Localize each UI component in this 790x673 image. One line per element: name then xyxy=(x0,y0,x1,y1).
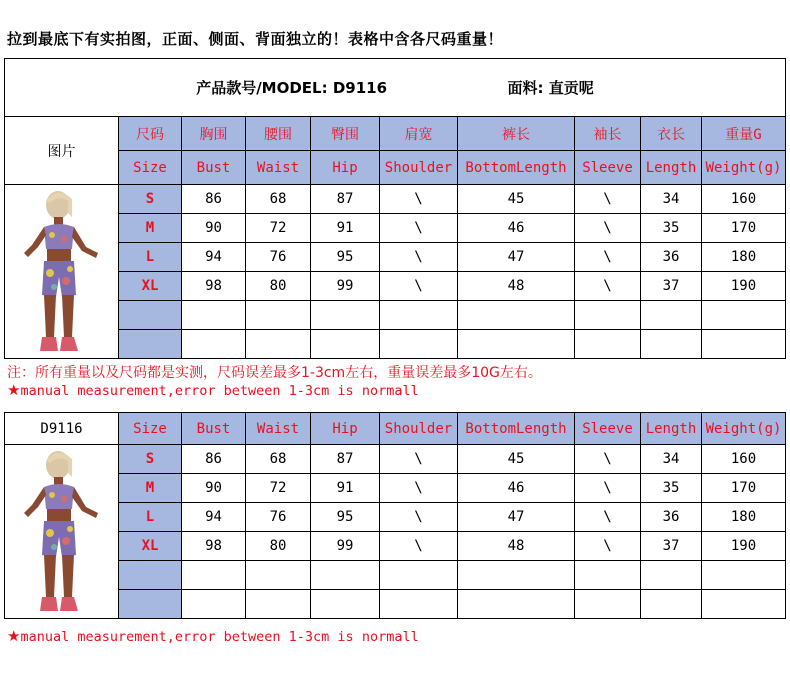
hip-cell: 91 xyxy=(311,214,380,243)
size-chart-table-1 xyxy=(4,58,786,359)
waist-cell: 72 xyxy=(246,214,311,243)
shoulder-cell: \ xyxy=(380,185,458,214)
bust-cell: 98 xyxy=(182,272,246,301)
sleeve-cell: \ xyxy=(575,243,641,272)
bust-cell: 94 xyxy=(182,243,246,272)
header-zh-length: 衣长 xyxy=(641,117,702,151)
header-en-weight: Weight(g) xyxy=(702,151,786,185)
measurement-note-zh: 注：所有重量以及尺码都是实测，尺码误差最多1-3cm左右，重量误差最多10G左右。 xyxy=(7,365,542,381)
product-photo xyxy=(5,445,119,619)
header-en-bottom: BottomLength xyxy=(458,413,575,445)
length-cell: 35 xyxy=(641,214,702,243)
sleeve-cell: \ xyxy=(575,503,641,532)
waist-cell: 68 xyxy=(246,185,311,214)
header-en-length: Length xyxy=(641,413,702,445)
weight-cell: 170 xyxy=(702,474,786,503)
table-row xyxy=(5,272,786,301)
model-figure-image xyxy=(14,187,110,357)
measurement-note-en xyxy=(7,381,419,399)
shoulder-cell: \ xyxy=(380,214,458,243)
header-row-zh xyxy=(5,117,786,151)
bottom-length-cell: 47 xyxy=(458,503,575,532)
weight-cell: 180 xyxy=(702,503,786,532)
length-cell: 34 xyxy=(641,185,702,214)
bust-cell: 90 xyxy=(182,474,246,503)
star-icon: ★ xyxy=(7,381,21,399)
weight-cell: 160 xyxy=(702,445,786,474)
waist-cell: 76 xyxy=(246,243,311,272)
table-row xyxy=(5,474,786,503)
header-zh-size: 尺码 xyxy=(119,117,182,151)
header-en-shoulder: Shoulder xyxy=(380,413,458,445)
length-cell: 37 xyxy=(641,272,702,301)
empty-row xyxy=(5,330,786,359)
bust-cell: 86 xyxy=(182,185,246,214)
bust-cell: 86 xyxy=(182,445,246,474)
table-row xyxy=(5,243,786,272)
shoulder-cell: \ xyxy=(380,503,458,532)
header-en-length: Length xyxy=(641,151,702,185)
bottom-length-cell: 46 xyxy=(458,474,575,503)
hip-cell: 87 xyxy=(311,445,380,474)
weight-cell: 170 xyxy=(702,214,786,243)
header-note: 拉到最底下有实拍图，正面、侧面、背面独立的！表格中含各尺码重量！ xyxy=(7,30,504,48)
waist-cell: 72 xyxy=(246,474,311,503)
header-en-size: Size xyxy=(119,151,182,185)
waist-cell: 68 xyxy=(246,445,311,474)
header-zh-bottom: 裤长 xyxy=(458,117,575,151)
hip-cell: 99 xyxy=(311,272,380,301)
fabric-value: 直贡呢 xyxy=(548,79,594,97)
hip-cell: 95 xyxy=(311,503,380,532)
bottom-length-cell: 48 xyxy=(458,272,575,301)
model-cell xyxy=(5,59,786,117)
sleeve-cell: \ xyxy=(575,532,641,561)
header-en-sleeve: Sleeve xyxy=(575,151,641,185)
header-zh-waist: 腰围 xyxy=(246,117,311,151)
empty-row xyxy=(5,561,786,590)
size-cell: M xyxy=(119,214,182,243)
weight-cell: 190 xyxy=(702,272,786,301)
table-row xyxy=(5,532,786,561)
header-en-bust: Bust xyxy=(182,413,246,445)
model-value: D9116 xyxy=(332,79,388,97)
header-zh-hip: 臀围 xyxy=(311,117,380,151)
sleeve-cell: \ xyxy=(575,185,641,214)
empty-size-cell xyxy=(119,561,182,590)
bottom-length-cell: 47 xyxy=(458,243,575,272)
shoulder-cell: \ xyxy=(380,474,458,503)
header-en-bottom: BottomLength xyxy=(458,151,575,185)
header-zh-bust: 胸围 xyxy=(182,117,246,151)
table-row xyxy=(5,445,786,474)
bottom-length-cell: 46 xyxy=(458,214,575,243)
header-row-en xyxy=(5,413,786,445)
header-zh-weight: 重量G xyxy=(702,117,786,151)
note-en-text: manual measurement,error between 1-3cm is normall xyxy=(20,383,419,399)
size-cell: XL xyxy=(119,272,182,301)
picture-label: 图片 xyxy=(5,117,119,185)
sleeve-cell: \ xyxy=(575,272,641,301)
header-en-bust: Bust xyxy=(182,151,246,185)
length-cell: 36 xyxy=(641,243,702,272)
model-figure-image xyxy=(14,447,110,617)
measurement-note-en xyxy=(7,627,419,645)
table-row xyxy=(5,503,786,532)
empty-size-cell xyxy=(119,330,182,359)
table-row xyxy=(5,185,786,214)
weight-cell: 190 xyxy=(702,532,786,561)
length-cell: 36 xyxy=(641,503,702,532)
bust-cell: 98 xyxy=(182,532,246,561)
header-row-en xyxy=(5,151,786,185)
size-cell: S xyxy=(119,185,182,214)
model-label: 产品款号/MODEL: xyxy=(196,79,328,97)
header-en-shoulder: Shoulder xyxy=(380,151,458,185)
header-zh-sleeve: 袖长 xyxy=(575,117,641,151)
bottom-length-cell: 45 xyxy=(458,185,575,214)
hip-cell: 87 xyxy=(311,185,380,214)
bottom-length-cell: 45 xyxy=(458,445,575,474)
table-row xyxy=(5,214,786,243)
bust-cell: 90 xyxy=(182,214,246,243)
waist-cell: 80 xyxy=(246,272,311,301)
length-cell: 35 xyxy=(641,474,702,503)
bust-cell: 94 xyxy=(182,503,246,532)
sleeve-cell: \ xyxy=(575,214,641,243)
size-cell: M xyxy=(119,474,182,503)
weight-cell: 160 xyxy=(702,185,786,214)
size-cell: XL xyxy=(119,532,182,561)
header-zh-shoulder: 肩宽 xyxy=(380,117,458,151)
size-cell: L xyxy=(119,243,182,272)
header-en-size: Size xyxy=(119,413,182,445)
header-en-hip: Hip xyxy=(311,151,380,185)
empty-row xyxy=(5,590,786,619)
header-en-sleeve: Sleeve xyxy=(575,413,641,445)
fabric-label: 面料: xyxy=(507,79,544,97)
length-cell: 34 xyxy=(641,445,702,474)
sleeve-cell: \ xyxy=(575,445,641,474)
header-en-weight: Weight(g) xyxy=(702,413,786,445)
product-photo xyxy=(5,185,119,359)
waist-cell: 76 xyxy=(246,503,311,532)
header-en-waist: Waist xyxy=(246,413,311,445)
size-cell: S xyxy=(119,445,182,474)
shoulder-cell: \ xyxy=(380,243,458,272)
hip-cell: 95 xyxy=(311,243,380,272)
shoulder-cell: \ xyxy=(380,445,458,474)
sleeve-cell: \ xyxy=(575,474,641,503)
model-line xyxy=(196,79,594,97)
header-en-waist: Waist xyxy=(246,151,311,185)
length-cell: 37 xyxy=(641,532,702,561)
shoulder-cell: \ xyxy=(380,272,458,301)
hip-cell: 99 xyxy=(311,532,380,561)
size-chart-table-2 xyxy=(4,412,786,619)
note-en-text: manual measurement,error between 1-3cm is normall xyxy=(20,629,419,645)
hip-cell: 91 xyxy=(311,474,380,503)
empty-size-cell xyxy=(119,590,182,619)
header-en-hip: Hip xyxy=(311,413,380,445)
waist-cell: 80 xyxy=(246,532,311,561)
star-icon: ★ xyxy=(7,627,21,645)
model-row xyxy=(5,59,786,117)
empty-row xyxy=(5,301,786,330)
shoulder-cell: \ xyxy=(380,532,458,561)
model-cell: D9116 xyxy=(5,413,119,445)
bottom-length-cell: 48 xyxy=(458,532,575,561)
empty-size-cell xyxy=(119,301,182,330)
weight-cell: 180 xyxy=(702,243,786,272)
size-cell: L xyxy=(119,503,182,532)
